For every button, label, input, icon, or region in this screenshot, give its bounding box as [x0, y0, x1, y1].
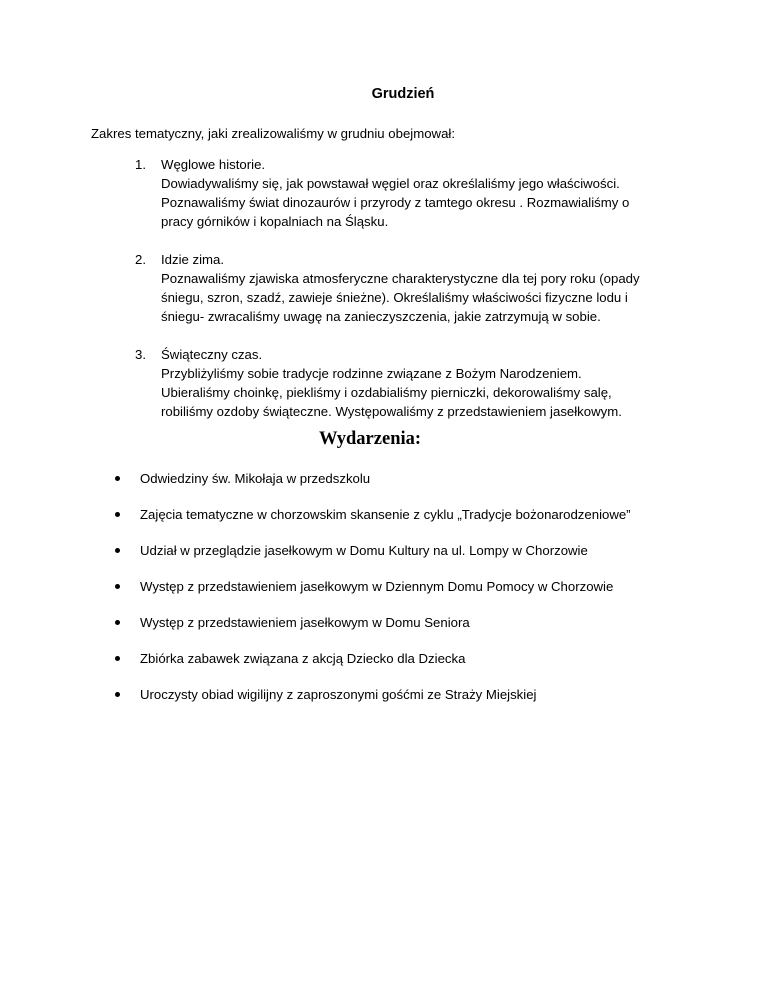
- topic-description-line: robiliśmy ozdoby świąteczne. Występowaliśmy z przedstawieniem jasełkowym.: [161, 404, 622, 419]
- bullet-icon: [115, 476, 120, 481]
- topic-title: Świąteczny czas.: [161, 347, 263, 362]
- events-heading: Wydarzenia:: [318, 429, 422, 449]
- topic-description-line: Poznawaliśmy zjawiska atmosferyczne charakterystyczne dla tej pory roku (opady: [161, 271, 640, 286]
- bullet-icon: [115, 584, 120, 589]
- topic-title: Idzie zima.: [161, 252, 225, 267]
- topic-number: 3.: [135, 347, 146, 362]
- topic-item: [135, 345, 695, 421]
- bullet-icon: [115, 620, 120, 625]
- topic-description-line: Ubieraliśmy choinkę, piekliśmy i ozdabialiśmy pierniczki, dekorowaliśmy salę,: [161, 385, 612, 400]
- event-text: Występ z przedstawieniem jasełkowym w Domu Seniora: [140, 615, 470, 630]
- page-title: Grudzień: [371, 86, 435, 102]
- event-list: [113, 469, 733, 721]
- event-item: [113, 505, 733, 524]
- topic-item: [135, 250, 695, 326]
- topic-description-line: Przybliżyliśmy sobie tradycje rodzinne związane z Bożym Narodzeniem.: [161, 366, 582, 381]
- topic-description-line: śniegu- zwracaliśmy uwagę na zanieczyszczenia, jakie zatrzymują w sobie.: [161, 309, 601, 324]
- bullet-icon: [115, 512, 120, 517]
- event-item: [113, 649, 733, 668]
- topic-description-line: Poznawaliśmy świat dinozaurów i przyrody z tamtego okresu . Rozmawialiśmy o: [161, 195, 630, 210]
- topic-description-line: śniegu, szron, szadź, zawieje śnieżne). Określaliśmy właściwości fizyczne lodu i: [161, 290, 628, 305]
- bullet-icon: [115, 656, 120, 661]
- event-item: [113, 469, 733, 488]
- topic-item: [135, 155, 695, 231]
- event-text: Odwiedziny św. Mikołaja w przedszkolu: [140, 471, 371, 486]
- event-text: Zbiórka zabawek związana z akcją Dziecko dla Dziecka: [140, 651, 466, 666]
- topic-number: 1.: [135, 157, 146, 172]
- event-item: [113, 685, 733, 704]
- topic-description-line: pracy górników i kopalniach na Śląsku.: [161, 214, 389, 229]
- topic-list: [135, 155, 695, 440]
- intro-text: Zakres tematyczny, jaki zrealizowaliśmy w grudniu obejmował:: [91, 126, 456, 141]
- event-text: Zajęcia tematyczne w chorzowskim skansenie z cyklu „Tradycje bożonarodzeniowe”: [140, 507, 631, 522]
- topic-title: Węglowe historie.: [161, 157, 266, 172]
- event-item: [113, 613, 733, 632]
- event-text: Uroczysty obiad wigilijny z zaproszonymi gośćmi ze Straży Miejskiej: [140, 687, 537, 702]
- topic-description-line: Dowiadywaliśmy się, jak powstawał węgiel oraz określaliśmy jego właściwości.: [161, 176, 620, 191]
- bullet-icon: [115, 692, 120, 697]
- bullet-icon: [115, 548, 120, 553]
- topic-number: 2.: [135, 252, 146, 267]
- event-item: [113, 541, 733, 560]
- event-item: [113, 577, 733, 596]
- event-text: Występ z przedstawieniem jasełkowym w Dziennym Domu Pomocy w Chorzowie: [140, 579, 614, 594]
- event-text: Udział w przeglądzie jasełkowym w Domu Kultury na ul. Lompy w Chorzowie: [140, 543, 588, 558]
